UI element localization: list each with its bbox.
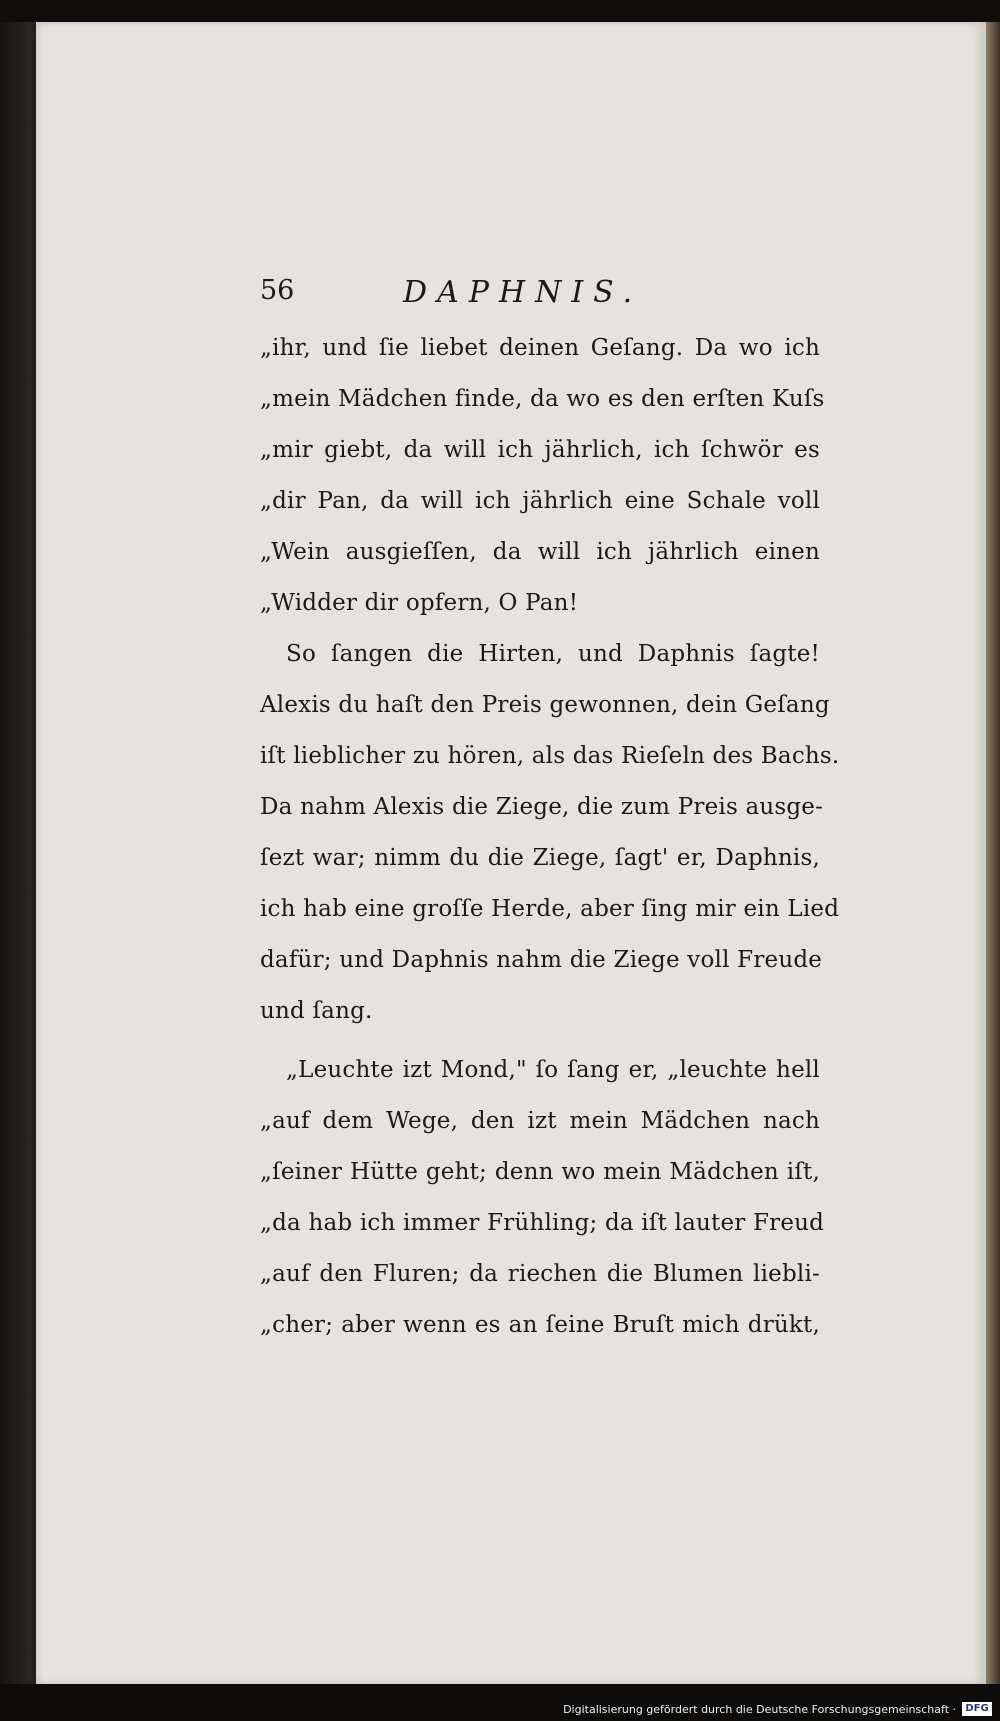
dfg-logo: DFG <box>962 1702 992 1716</box>
text-line: Alexis du haſt den Preis gewonnen, dein Geſang <box>260 692 830 718</box>
text-line: „dir Pan, da will ich jährlich eine Schale voll <box>260 488 820 514</box>
text-line: „mein Mädchen finde, da wo es den erſten Kuſs <box>260 386 825 412</box>
text-line: „mir giebt, da will ich jährlich, ich ſchwör es <box>260 437 820 463</box>
text-line: „ihr, und ſie liebet deinen Geſang. Da wo ich <box>260 335 820 361</box>
page-text <box>260 275 840 1351</box>
text-line: „Wein ausgieſſen, da will ich jährlich einen <box>260 539 820 565</box>
page-number: 56 <box>260 275 295 306</box>
text-line: „Leuchte izt Mond," ſo ſang er, „leuchte hell <box>286 1057 820 1083</box>
digitization-credit: Digitalisierung gefördert durch die Deutsche Forschungsgemeinschaft · <box>563 1703 956 1716</box>
paragraph-gap <box>260 1037 820 1045</box>
text-line: „ſeiner Hütte geht; denn wo mein Mädchen iſt, <box>260 1159 820 1185</box>
text-line: iſt lieblicher zu hören, als das Rieſeln des Bachs. <box>260 743 840 769</box>
text-line: Da nahm Alexis die Ziege, die zum Preis ausge- <box>260 794 824 820</box>
text-line: „Widder dir opfern, O Pan! <box>260 590 579 616</box>
paragraph-2 <box>260 629 840 1037</box>
text-line: „auf den Fluren; da riechen die Blumen liebli- <box>260 1261 820 1287</box>
text-line: und ſang. <box>260 998 373 1024</box>
running-head <box>260 275 820 323</box>
text-line: „cher; aber wenn es an ſeine Bruſt mich drükt, <box>260 1312 820 1338</box>
text-line: So ſangen die Hirten, und Daphnis ſagte! <box>286 641 820 667</box>
running-title: DAPHNIS. <box>403 275 643 310</box>
paragraph-1 <box>260 323 825 629</box>
text-line: „auf dem Wege, den izt mein Mädchen nach <box>260 1108 820 1134</box>
paragraph-3 <box>260 1045 825 1351</box>
text-line: ſezt war; nimm du die Ziege, ſagt' er, Daphnis, <box>260 845 820 871</box>
scan-top-border <box>0 0 1000 22</box>
text-line: dafür; und Daphnis nahm die Ziege voll Freude <box>260 947 823 973</box>
book-edge <box>986 22 1000 1684</box>
text-line: ich hab eine groſſe Herde, aber ſing mir ein Lied <box>260 896 840 922</box>
text-line: „da hab ich immer Frühling; da iſt lauter Freud <box>260 1210 825 1236</box>
